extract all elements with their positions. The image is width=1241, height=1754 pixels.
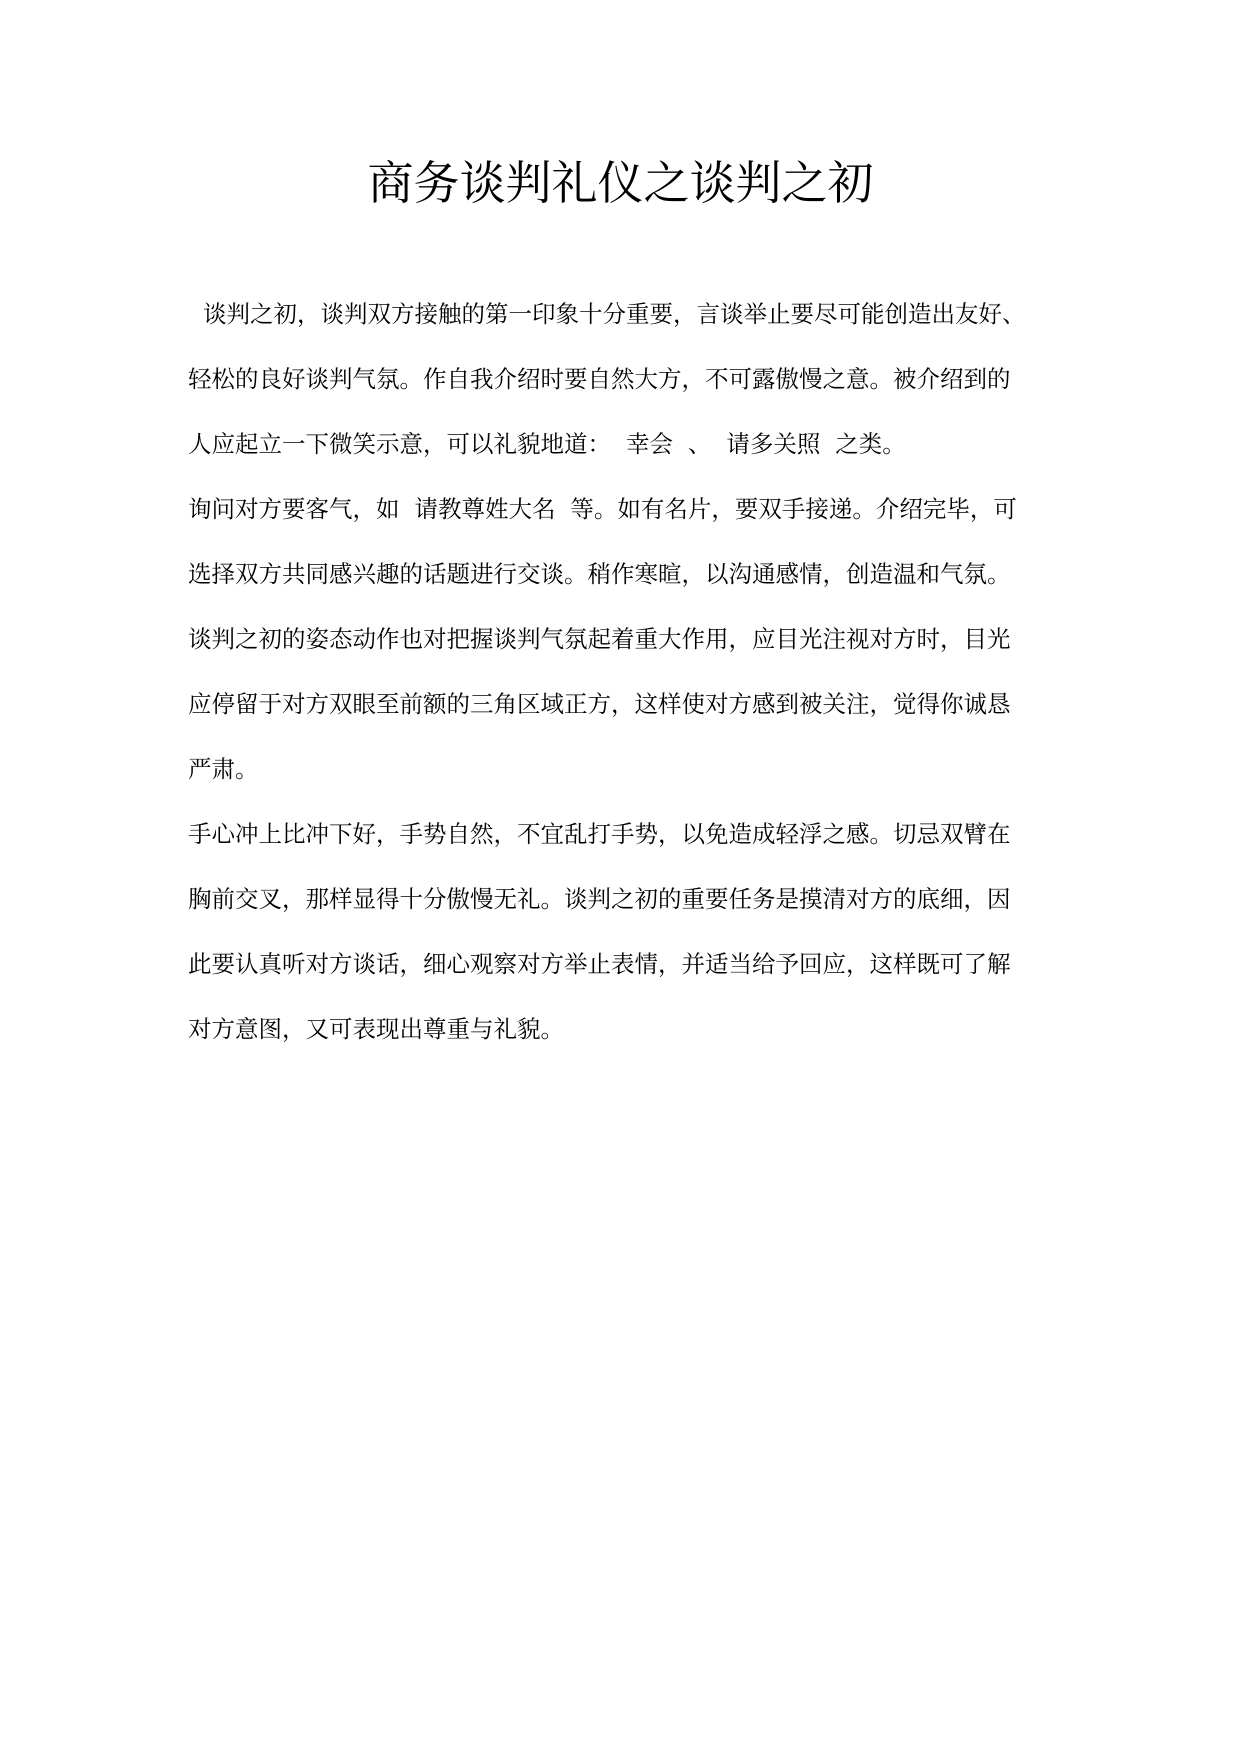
body-line: 此要认真听对方谈话，细心观察对方举止表情，并适当给予回应，这样既可了解 bbox=[188, 950, 1011, 978]
body-line: 对方意图，又可表现出尊重与礼貌。 bbox=[188, 1015, 564, 1043]
body-line: 轻松的良好谈判气氛。作自我介绍时要自然大方，不可露傲慢之意。被介绍到的 bbox=[188, 365, 1011, 393]
body-line: 人应起立一下微笑示意，可以礼貌地道： 幸会 、 请多关照 之类。 bbox=[188, 430, 906, 458]
body-line: 应停留于对方双眼至前额的三角区域正方，这样使对方感到被关注，觉得你诚恳 bbox=[188, 690, 1011, 718]
body-line: 谈判之初，谈判双方接触的第一印象十分重要，言谈举止要尽可能创造出友好、 bbox=[188, 300, 1026, 328]
document-title: 商务谈判礼仪之谈判之初 bbox=[367, 156, 874, 210]
body-line: 询问对方要客气，如 请教尊姓大名 等。如有名片，要双手接递。介绍完毕，可 bbox=[188, 495, 1017, 523]
body-line: 选择双方共同感兴趣的话题进行交谈。稍作寒暄，以沟通感情，创造温和气氛。 bbox=[188, 560, 1011, 588]
body-line: 谈判之初的姿态动作也对把握谈判气氛起着重大作用，应目光注视对方时，目光 bbox=[188, 625, 1011, 653]
body-line: 胸前交叉，那样显得十分傲慢无礼。谈判之初的重要任务是摸清对方的底细，因 bbox=[188, 885, 1011, 913]
body-line: 手心冲上比冲下好，手势自然，不宜乱打手势，以免造成轻浮之感。切忌双臂在 bbox=[188, 820, 1011, 848]
document-body bbox=[188, 282, 1068, 1062]
body-line: 严肃。 bbox=[188, 755, 259, 783]
